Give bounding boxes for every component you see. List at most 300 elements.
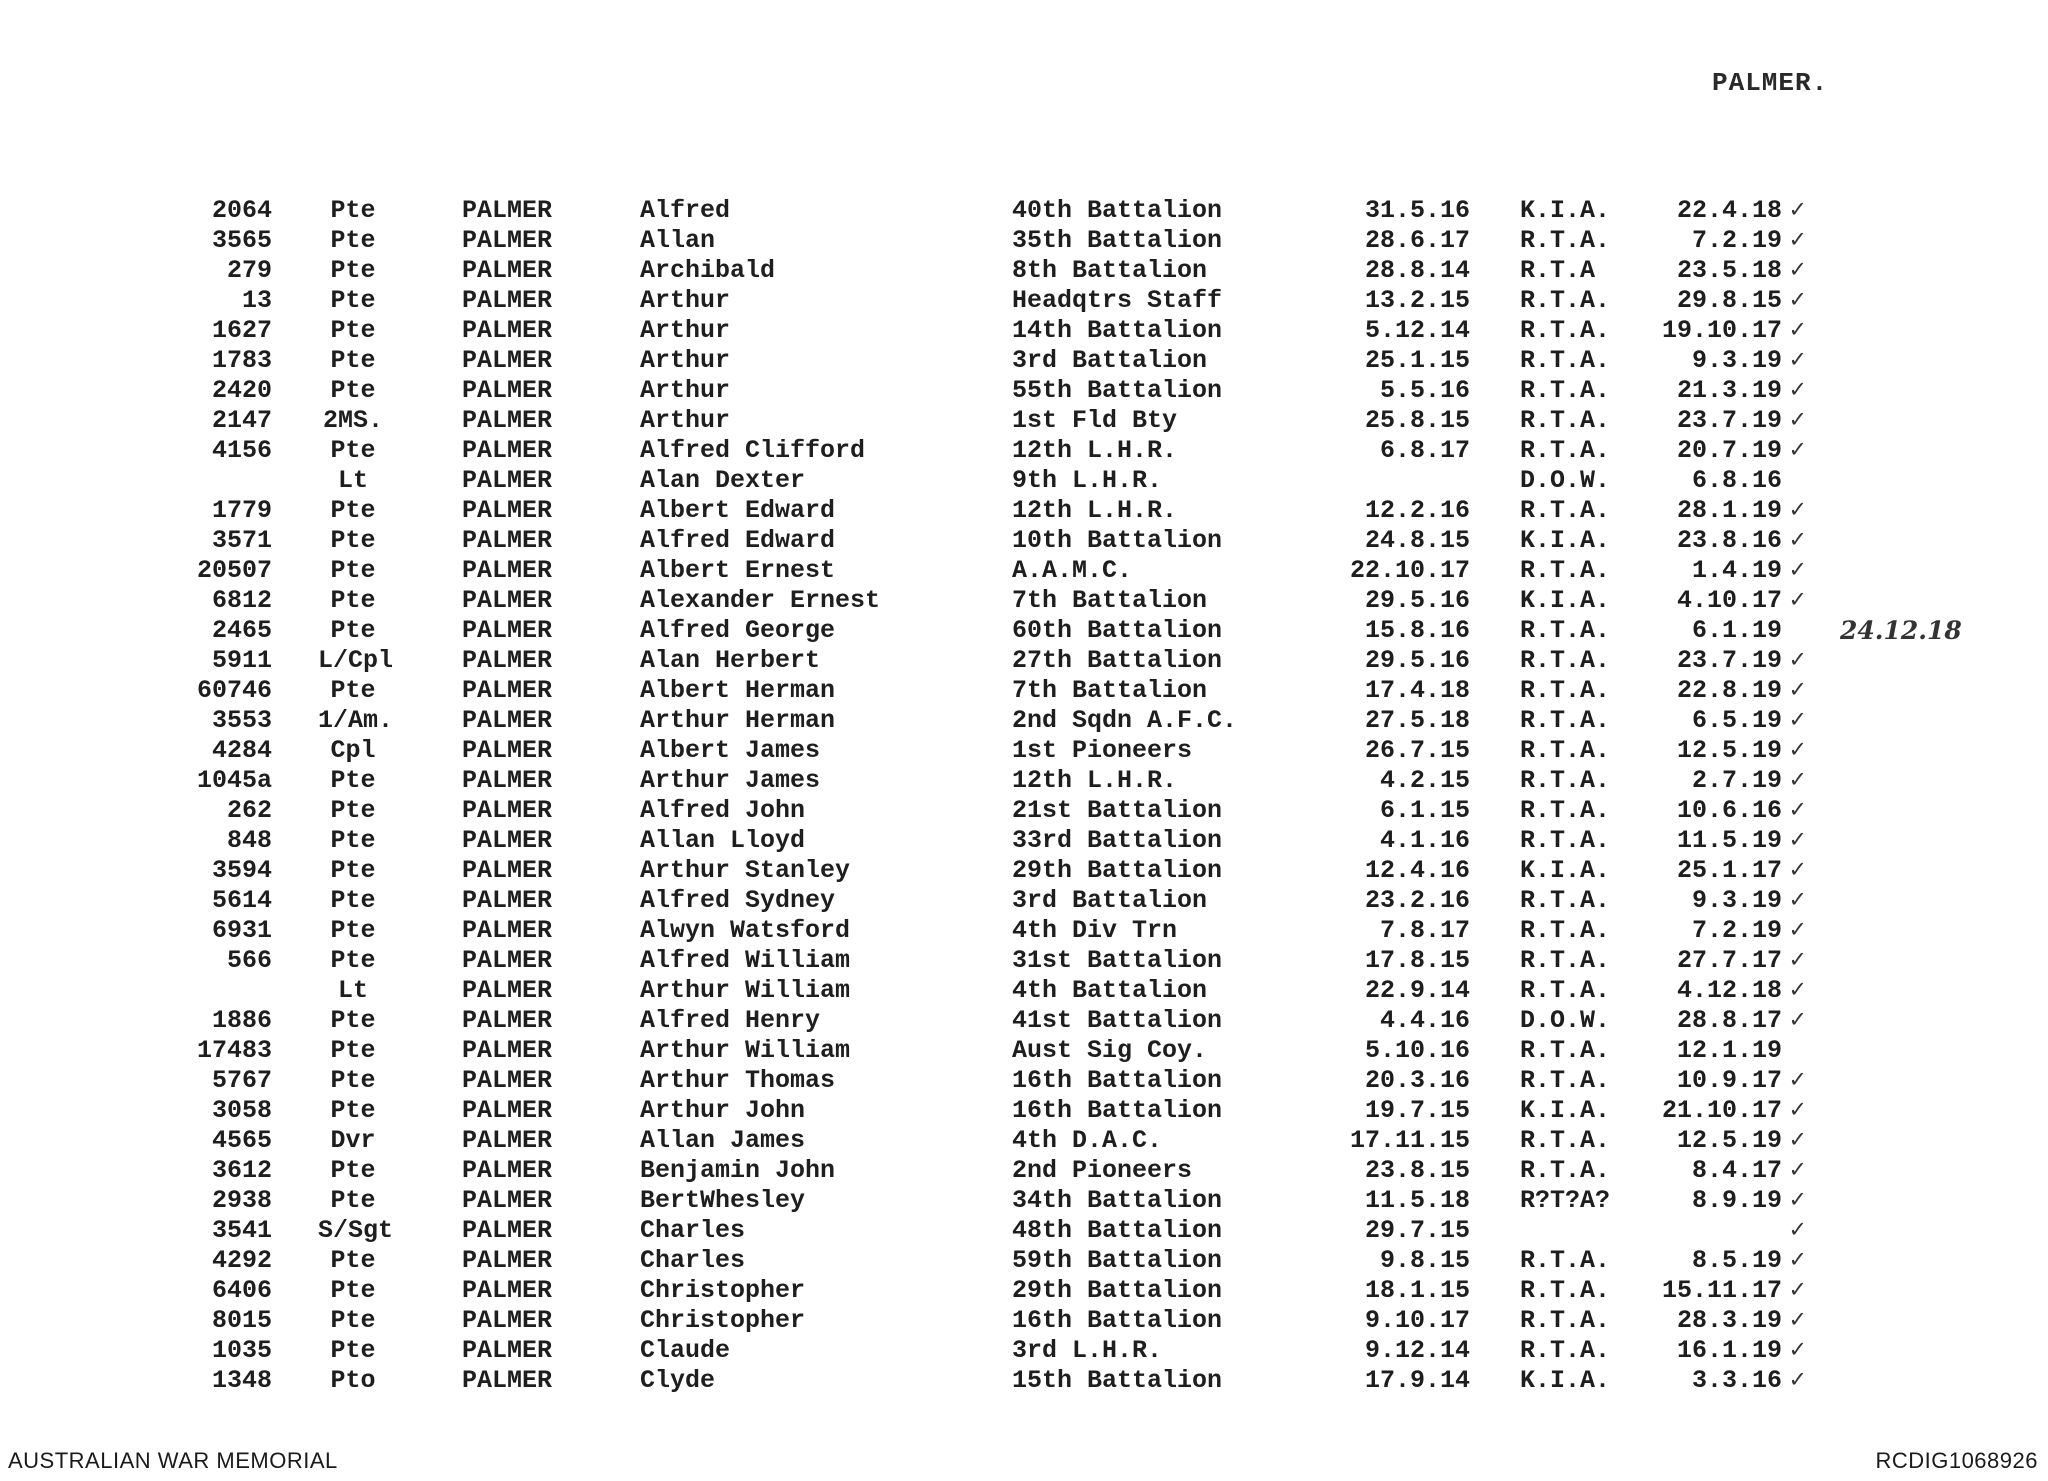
rank: Dvr [330,1126,376,1155]
fate-date: 6.5.19 [1691,706,1782,735]
rank: Pte [330,526,376,555]
service-number: 3553 [211,706,272,735]
unit: 1st Fld Bty [1012,406,1178,435]
fate-date: 4.12.18 [1676,976,1782,1005]
service-number: 1035 [211,1336,272,1365]
unit: 40th Battalion [1012,196,1223,225]
unit: Aust Sig Coy. [1012,1036,1208,1065]
service-number: 6406 [211,1276,272,1305]
unit: 3rd Battalion [1012,346,1208,375]
service-number: 1348 [211,1366,272,1395]
surname: PALMER [462,646,553,675]
surname: PALMER [462,1066,553,1095]
rank: Pte [330,946,376,975]
table-row [0,1276,2048,1306]
fate: R.T.A. [1520,1156,1611,1185]
check-mark: ✓ [1790,766,1806,795]
rank: Pte [330,436,376,465]
given-names: Arthur Herman [640,706,836,735]
fate: R.T.A. [1520,1306,1611,1335]
surname: PALMER [462,886,553,915]
enlistment-date: 12.4.16 [1364,856,1470,885]
check-mark: ✓ [1790,796,1806,825]
check-mark: ✓ [1790,526,1806,555]
unit: 12th L.H.R. [1012,436,1178,465]
fate: K.I.A. [1520,856,1611,885]
rank: Pte [330,676,376,705]
fate-date: 28.8.17 [1676,1006,1782,1035]
table-row [0,526,2048,556]
fate-date: 7.2.19 [1691,916,1782,945]
surname: PALMER [462,1246,553,1275]
check-mark: ✓ [1790,886,1806,915]
given-names: Arthur Thomas [640,1066,836,1095]
fate-date: 27.7.17 [1676,946,1782,975]
unit: 4th Div Trn [1012,916,1178,945]
surname: PALMER [462,586,553,615]
check-mark: ✓ [1790,256,1806,285]
check-mark: ✓ [1790,286,1806,315]
enlistment-date: 4.1.16 [1379,826,1470,855]
rank: Pte [330,376,376,405]
enlistment-date: 4.2.15 [1379,766,1470,795]
enlistment-date: 17.11.15 [1349,1126,1470,1155]
fate-date: 16.1.19 [1676,1336,1782,1365]
given-names: Allan James [640,1126,806,1155]
unit: 4th D.A.C. [1012,1126,1163,1155]
check-mark: ✓ [1790,646,1806,675]
check-mark: ✓ [1790,556,1806,585]
rank: Pte [330,1066,376,1095]
check-mark: ✓ [1790,856,1806,885]
fate-date: 23.8.16 [1676,526,1782,555]
table-row [0,1156,2048,1186]
enlistment-date: 6.8.17 [1379,436,1470,465]
surname: PALMER [462,826,553,855]
given-names: Alfred Edward [640,526,836,555]
fate: R.T.A. [1520,226,1611,255]
check-mark: ✓ [1790,1276,1806,1305]
enlistment-date: 17.9.14 [1364,1366,1470,1395]
table-row [0,1246,2048,1276]
given-names: Arthur James [640,766,821,795]
rank: Pte [330,496,376,525]
rank: Pte [330,616,376,645]
fate-date: 1.4.19 [1691,556,1782,585]
service-number: 60746 [196,676,272,705]
table-row [0,1336,2048,1366]
check-mark: ✓ [1790,706,1806,735]
check-mark: ✓ [1790,1186,1806,1215]
fate-date: 23.5.18 [1676,256,1782,285]
enlistment-date: 9.8.15 [1379,1246,1470,1275]
surname: PALMER [462,856,553,885]
given-names: Arthur [640,316,731,345]
fate: R.T.A. [1520,1246,1611,1275]
fate: K.I.A. [1520,1096,1611,1125]
table-row [0,706,2048,736]
fate-date: 4.10.17 [1676,586,1782,615]
table-row [0,616,2048,646]
unit: 8th Battalion [1012,256,1208,285]
surname: PALMER [462,526,553,555]
enlistment-date: 20.3.16 [1364,1066,1470,1095]
table-row [0,256,2048,286]
check-mark: ✓ [1790,436,1806,465]
surname: PALMER [462,256,553,285]
check-mark: ✓ [1790,1006,1806,1035]
unit: 12th L.H.R. [1012,766,1178,795]
unit: 1st Pioneers [1012,736,1193,765]
surname: PALMER [462,436,553,465]
service-number: 262 [226,796,272,825]
service-number: 5614 [211,886,272,915]
table-row [0,346,2048,376]
archive-credit: AUSTRALIAN WAR MEMORIAL [8,1448,338,1473]
enlistment-date: 5.12.14 [1364,316,1470,345]
service-number: 4292 [211,1246,272,1275]
fate: R.T.A. [1520,766,1611,795]
surname: PALMER [462,706,553,735]
rank: Pto [330,1366,376,1395]
rank: Pte [330,826,376,855]
service-number: 8015 [211,1306,272,1335]
fate: R.T.A. [1520,946,1611,975]
enlistment-date: 23.8.15 [1364,1156,1470,1185]
enlistment-date: 6.1.15 [1379,796,1470,825]
enlistment-date: 24.8.15 [1364,526,1470,555]
service-number: 2420 [211,376,272,405]
check-mark: ✓ [1790,1156,1806,1185]
table-row [0,886,2048,916]
given-names: Arthur [640,406,731,435]
unit: 31st Battalion [1012,946,1223,975]
table-row [0,826,2048,856]
check-mark: ✓ [1790,976,1806,1005]
enlistment-date: 5.5.16 [1379,376,1470,405]
service-number: 2938 [211,1186,272,1215]
enlistment-date: 28.6.17 [1364,226,1470,255]
surname: PALMER [462,796,553,825]
given-names: Charles [640,1216,746,1245]
surname: PALMER [462,226,553,255]
unit: A.A.M.C. [1012,556,1133,585]
given-names: Charles [640,1246,746,1275]
fate: R.T.A. [1520,1276,1611,1305]
unit: 27th Battalion [1012,646,1223,675]
check-mark: ✓ [1790,226,1806,255]
check-mark: ✓ [1790,496,1806,525]
rank: Pte [330,1036,376,1065]
service-number: 4284 [211,736,272,765]
fate-date: 9.3.19 [1691,346,1782,375]
given-names: Archibald [640,256,776,285]
unit: 59th Battalion [1012,1246,1223,1275]
document-id: RCDIG1068926 [1875,1448,2038,1473]
unit: 7th Battalion [1012,586,1208,615]
enlistment-date: 29.7.15 [1364,1216,1470,1245]
unit: 21st Battalion [1012,796,1223,825]
rank: Pte [330,886,376,915]
check-mark: ✓ [1790,736,1806,765]
rank: Pte [330,1246,376,1275]
given-names: Alexander Ernest [640,586,881,615]
unit: 3rd Battalion [1012,886,1208,915]
fate-date: 23.7.19 [1676,646,1782,675]
surname: PALMER [462,1036,553,1065]
rank: Pte [330,586,376,615]
surname: PALMER [462,916,553,945]
fate-date: 22.8.19 [1676,676,1782,705]
given-names: Allan Lloyd [640,826,806,855]
surname: PALMER [462,1186,553,1215]
given-names: BertWhesley [640,1186,806,1215]
enlistment-date: 26.7.15 [1364,736,1470,765]
fate-date: 29.8.15 [1676,286,1782,315]
given-names: Arthur [640,286,731,315]
table-row [0,406,2048,436]
fate: K.I.A. [1520,586,1611,615]
check-mark: ✓ [1790,676,1806,705]
check-mark: ✓ [1790,346,1806,375]
unit: 10th Battalion [1012,526,1223,555]
check-mark: ✓ [1790,1066,1806,1095]
surname: PALMER [462,346,553,375]
rank: 1/Am. [318,706,394,735]
table-row [0,1186,2048,1216]
table-row [0,976,2048,1006]
nominal-roll-table [0,196,2048,1396]
given-names: Alan Dexter [640,466,806,495]
fate-date: 8.4.17 [1691,1156,1782,1185]
surname: PALMER [462,1216,553,1245]
service-number: 5767 [211,1066,272,1095]
check-mark: ✓ [1790,1096,1806,1125]
fate: R.T.A. [1520,1066,1611,1095]
rank: Pte [330,556,376,585]
unit: 3rd L.H.R. [1012,1336,1163,1365]
unit: 35th Battalion [1012,226,1223,255]
unit: 2nd Pioneers [1012,1156,1193,1185]
table-row [0,1066,2048,1096]
rank: Pte [330,286,376,315]
enlistment-date: 29.5.16 [1364,646,1470,675]
given-names: Albert James [640,736,821,765]
service-number: 1627 [211,316,272,345]
fate-date: 3.3.16 [1691,1366,1782,1395]
surname: PALMER [462,1156,553,1185]
rank: Lt [337,466,368,495]
surname: PALMER [462,1366,553,1395]
surname: PALMER [462,1096,553,1125]
table-row [0,856,2048,886]
given-names: Benjamin John [640,1156,836,1185]
fate: D.O.W. [1520,466,1611,495]
check-mark: ✓ [1790,1126,1806,1155]
fate: R?T?A? [1520,1186,1611,1215]
given-names: Arthur Stanley [640,856,851,885]
unit: 2nd Sqdn A.F.C. [1012,706,1238,735]
rank: Pte [330,856,376,885]
given-names: Albert Ernest [640,556,836,585]
check-mark: ✓ [1790,916,1806,945]
surname: PALMER [462,616,553,645]
fate-date: 10.9.17 [1676,1066,1782,1095]
surname: PALMER [462,376,553,405]
surname: PALMER [462,286,553,315]
service-number: 4565 [211,1126,272,1155]
table-row [0,646,2048,676]
enlistment-date: 17.4.18 [1364,676,1470,705]
rank: 2MS. [322,406,383,435]
table-row [0,1096,2048,1126]
fate: R.T.A. [1520,1126,1611,1155]
table-row [0,1306,2048,1336]
given-names: Arthur William [640,1036,851,1065]
table-row [0,226,2048,256]
surname: PALMER [462,946,553,975]
unit: 16th Battalion [1012,1306,1223,1335]
table-row [0,316,2048,346]
rank: Pte [330,1306,376,1335]
service-number: 1045a [196,766,272,795]
surname: PALMER [462,1276,553,1305]
fate: R.T.A. [1520,316,1611,345]
table-row [0,766,2048,796]
rank: Pte [330,316,376,345]
surname: PALMER [462,766,553,795]
fate: R.T.A. [1520,646,1611,675]
table-row [0,196,2048,226]
fate-date: 15.11.17 [1662,1276,1783,1305]
rank: Pte [330,766,376,795]
unit: 41st Battalion [1012,1006,1223,1035]
table-row [0,796,2048,826]
given-names: Claude [640,1336,731,1365]
enlistment-date: 22.10.17 [1349,556,1470,585]
unit: 12th L.H.R. [1012,496,1178,525]
service-number: 1886 [211,1006,272,1035]
service-number: 6931 [211,916,272,945]
given-names: Alfred Henry [640,1006,821,1035]
surname: PALMER [462,736,553,765]
service-number: 5911 [211,646,272,675]
enlistment-date: 25.8.15 [1364,406,1470,435]
service-number: 17483 [196,1036,272,1065]
handwritten-note: 24.12.18 [1840,616,1962,645]
fate-date: 28.3.19 [1676,1306,1782,1335]
service-number: 279 [226,256,272,285]
table-row [0,496,2048,526]
given-names: Arthur John [640,1096,806,1125]
given-names: Albert Edward [640,496,836,525]
fate-date: 28.1.19 [1676,496,1782,525]
surname: PALMER [462,406,553,435]
table-row [0,436,2048,466]
fate: R.T.A. [1520,556,1611,585]
unit: 33rd Battalion [1012,826,1223,855]
rank: Pte [330,1276,376,1305]
surname-header: PALMER. [1712,68,1829,98]
fate: R.T.A. [1520,976,1611,1005]
given-names: Alwyn Watsford [640,916,851,945]
given-names: Alan Herbert [640,646,821,675]
unit: 16th Battalion [1012,1066,1223,1095]
fate: R.T.A. [1520,1036,1611,1065]
table-row [0,1366,2048,1396]
unit: 7th Battalion [1012,676,1208,705]
enlistment-date: 15.8.16 [1364,616,1470,645]
fate: R.T.A. [1520,1336,1611,1365]
check-mark: ✓ [1790,196,1806,225]
check-mark: ✓ [1790,1246,1806,1275]
given-names: Allan [640,226,716,255]
table-row [0,676,2048,706]
fate-date: 22.4.18 [1676,196,1782,225]
surname: PALMER [462,1126,553,1155]
enlistment-date: 4.4.16 [1379,1006,1470,1035]
rank: Pte [330,1186,376,1215]
rank: Pte [330,1156,376,1185]
rank: Pte [330,256,376,285]
check-mark: ✓ [1790,1306,1806,1335]
table-row [0,1126,2048,1156]
fate-date: 2.7.19 [1691,766,1782,795]
table-row [0,1216,2048,1246]
unit: Headqtrs Staff [1012,286,1223,315]
service-number: 13 [241,286,272,315]
fate-date: 10.6.16 [1676,796,1782,825]
service-number: 1779 [211,496,272,525]
service-number: 2465 [211,616,272,645]
service-number: 1783 [211,346,272,375]
surname: PALMER [462,1006,553,1035]
enlistment-date: 22.9.14 [1364,976,1470,1005]
enlistment-date: 23.2.16 [1364,886,1470,915]
service-number: 3571 [211,526,272,555]
check-mark: ✓ [1790,586,1806,615]
surname: PALMER [462,196,553,225]
given-names: Alfred Sydney [640,886,836,915]
given-names: Alfred John [640,796,806,825]
service-number: 2147 [211,406,272,435]
fate-date: 11.5.19 [1676,826,1782,855]
enlistment-date: 19.7.15 [1364,1096,1470,1125]
fate-date: 23.7.19 [1676,406,1782,435]
unit: 9th L.H.R. [1012,466,1163,495]
rank: Lt [337,976,368,1005]
table-row [0,286,2048,316]
unit: 15th Battalion [1012,1366,1223,1395]
service-number: 4156 [211,436,272,465]
service-number: 566 [226,946,272,975]
fate-date: 7.2.19 [1691,226,1782,255]
fate: R.T.A. [1520,436,1611,465]
given-names: Arthur [640,376,731,405]
check-mark: ✓ [1790,406,1806,435]
table-row [0,586,2048,616]
fate: R.T.A. [1520,826,1611,855]
surname: PALMER [462,1306,553,1335]
fate-date: 12.5.19 [1676,1126,1782,1155]
fate: R.T.A. [1520,676,1611,705]
table-row [0,376,2048,406]
fate-date: 12.1.19 [1676,1036,1782,1065]
fate-date: 12.5.19 [1676,736,1782,765]
fate: R.T.A. [1520,496,1611,525]
fate: K.I.A. [1520,526,1611,555]
surname: PALMER [462,556,553,585]
